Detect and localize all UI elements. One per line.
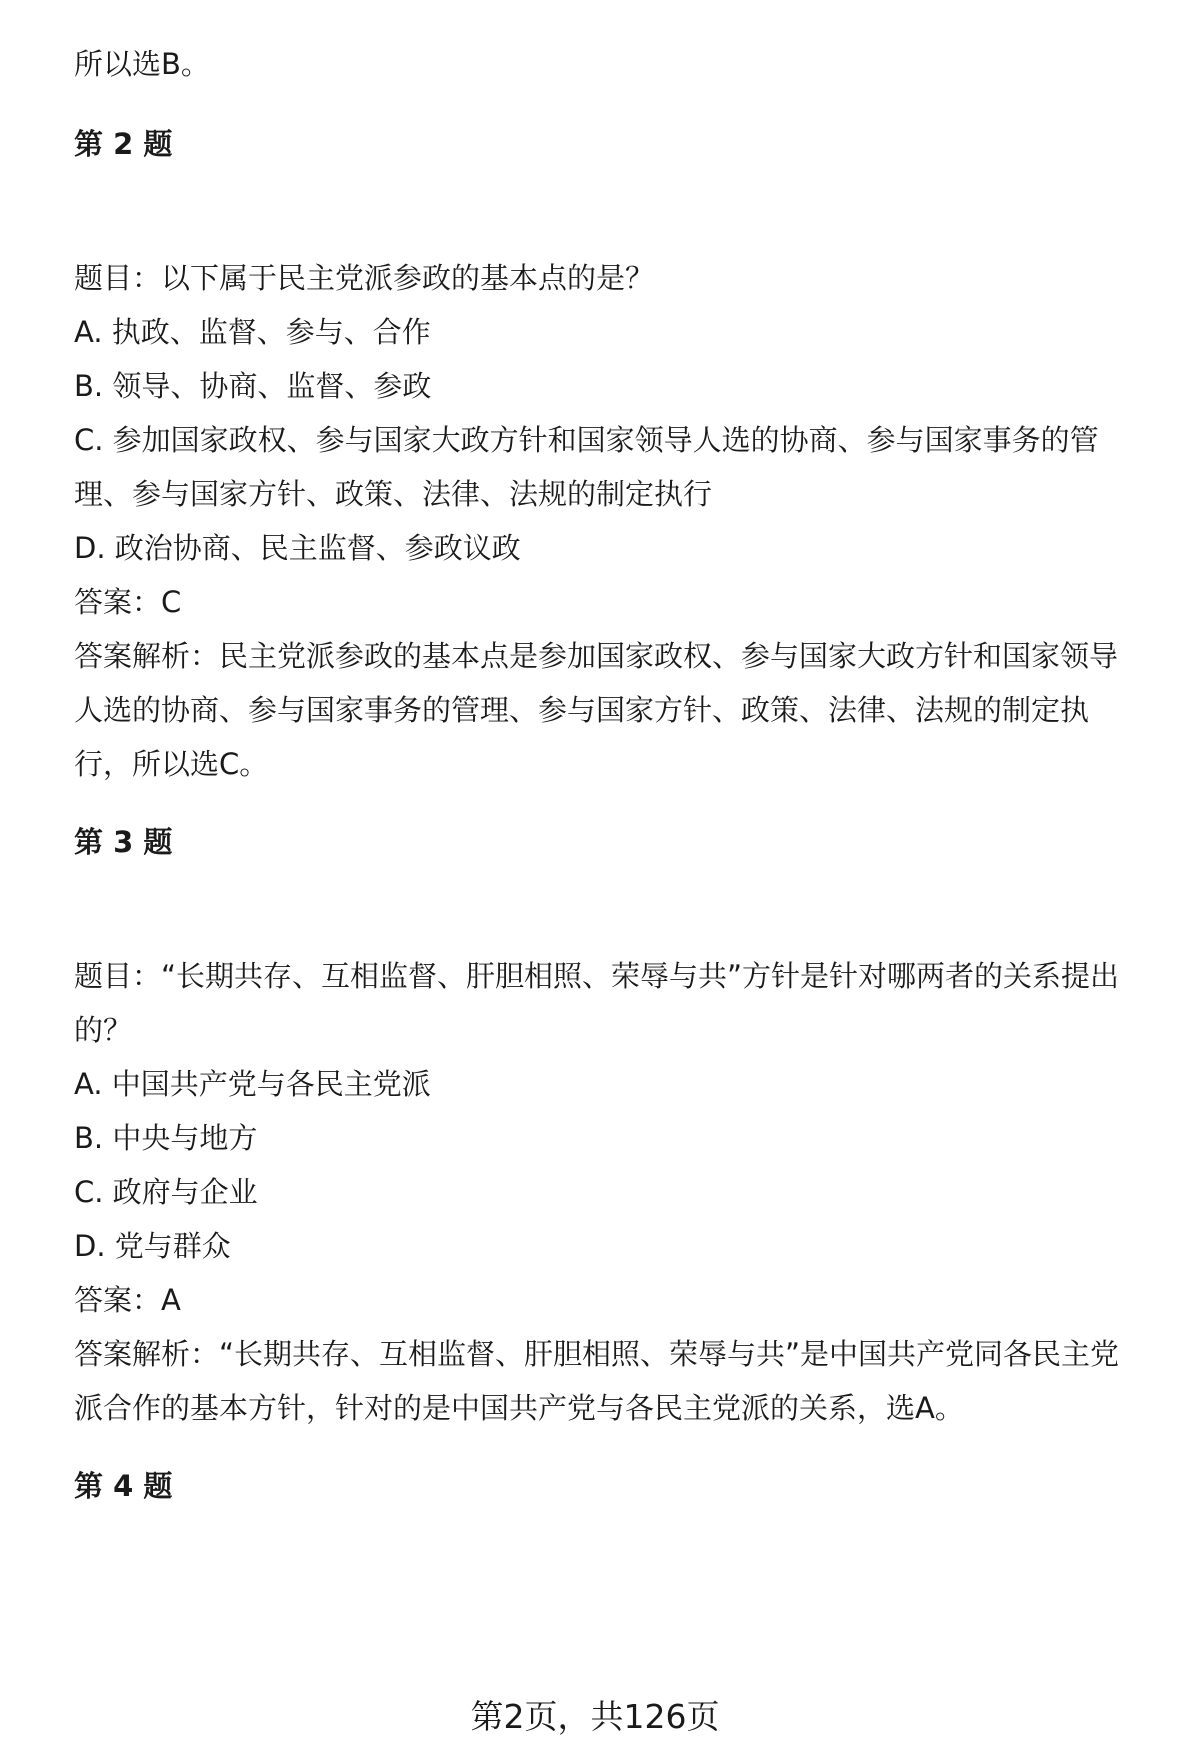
question-2-answer: 答案：C xyxy=(74,585,182,619)
question-2-analysis-line-3: 行，所以选C。 xyxy=(74,747,269,781)
question-2-analysis-line-2: 人选的协商、参与国家事务的管理、参与国家方针、政策、法律、法规的制定执 xyxy=(74,693,1090,727)
question-2-option-b: B. 领导、协商、监督、参政 xyxy=(74,369,432,403)
question-3-option-b: B. 中央与地方 xyxy=(74,1121,258,1155)
question-2-option-d: D. 政治协商、民主监督、参政议政 xyxy=(74,531,521,565)
question-3-option-c: C. 政府与企业 xyxy=(74,1175,258,1209)
question-3-analysis-line-1: 答案解析：“长期共存、互相监督、肝胆相照、荣辱与共”是中国共产党同各民主党 xyxy=(74,1337,1120,1371)
question-2-option-c-line-2: 理、参与国家方针、政策、法律、法规的制定执行 xyxy=(74,477,713,511)
question-3-text-line-1: 题目：“长期共存、互相监督、肝胆相照、荣辱与共”方针是针对哪两者的关系提出 xyxy=(74,959,1120,993)
question-2-option-a: A. 执政、监督、参与、合作 xyxy=(74,315,431,349)
previous-analysis-tail: 所以选B。 xyxy=(74,47,210,81)
question-2-heading: 第 2 题 xyxy=(74,127,173,161)
question-4-heading: 第 4 题 xyxy=(74,1469,173,1503)
question-3-option-d: D. 党与群众 xyxy=(74,1229,231,1263)
question-2-option-c-line-1: C. 参加国家政权、参与国家大政方针和国家领导人选的协商、参与国家事务的管 xyxy=(74,423,1099,457)
question-3-analysis-line-2: 派合作的基本方针，针对的是中国共产党与各民主党派的关系，选A。 xyxy=(74,1391,964,1425)
question-3-answer: 答案：A xyxy=(74,1283,181,1317)
question-3-option-a: A. 中国共产党与各民主党派 xyxy=(74,1067,431,1101)
question-2-text: 题目：以下属于民主党派参政的基本点的是？ xyxy=(74,261,655,295)
page-indicator: 第2页，共126页 xyxy=(470,1697,720,1736)
question-3-heading: 第 3 题 xyxy=(74,825,173,859)
question-2-analysis-line-1: 答案解析：民主党派参政的基本点是参加国家政权、参与国家大政方针和国家领导 xyxy=(74,639,1119,673)
question-3-text-line-2: 的？ xyxy=(74,1013,133,1047)
